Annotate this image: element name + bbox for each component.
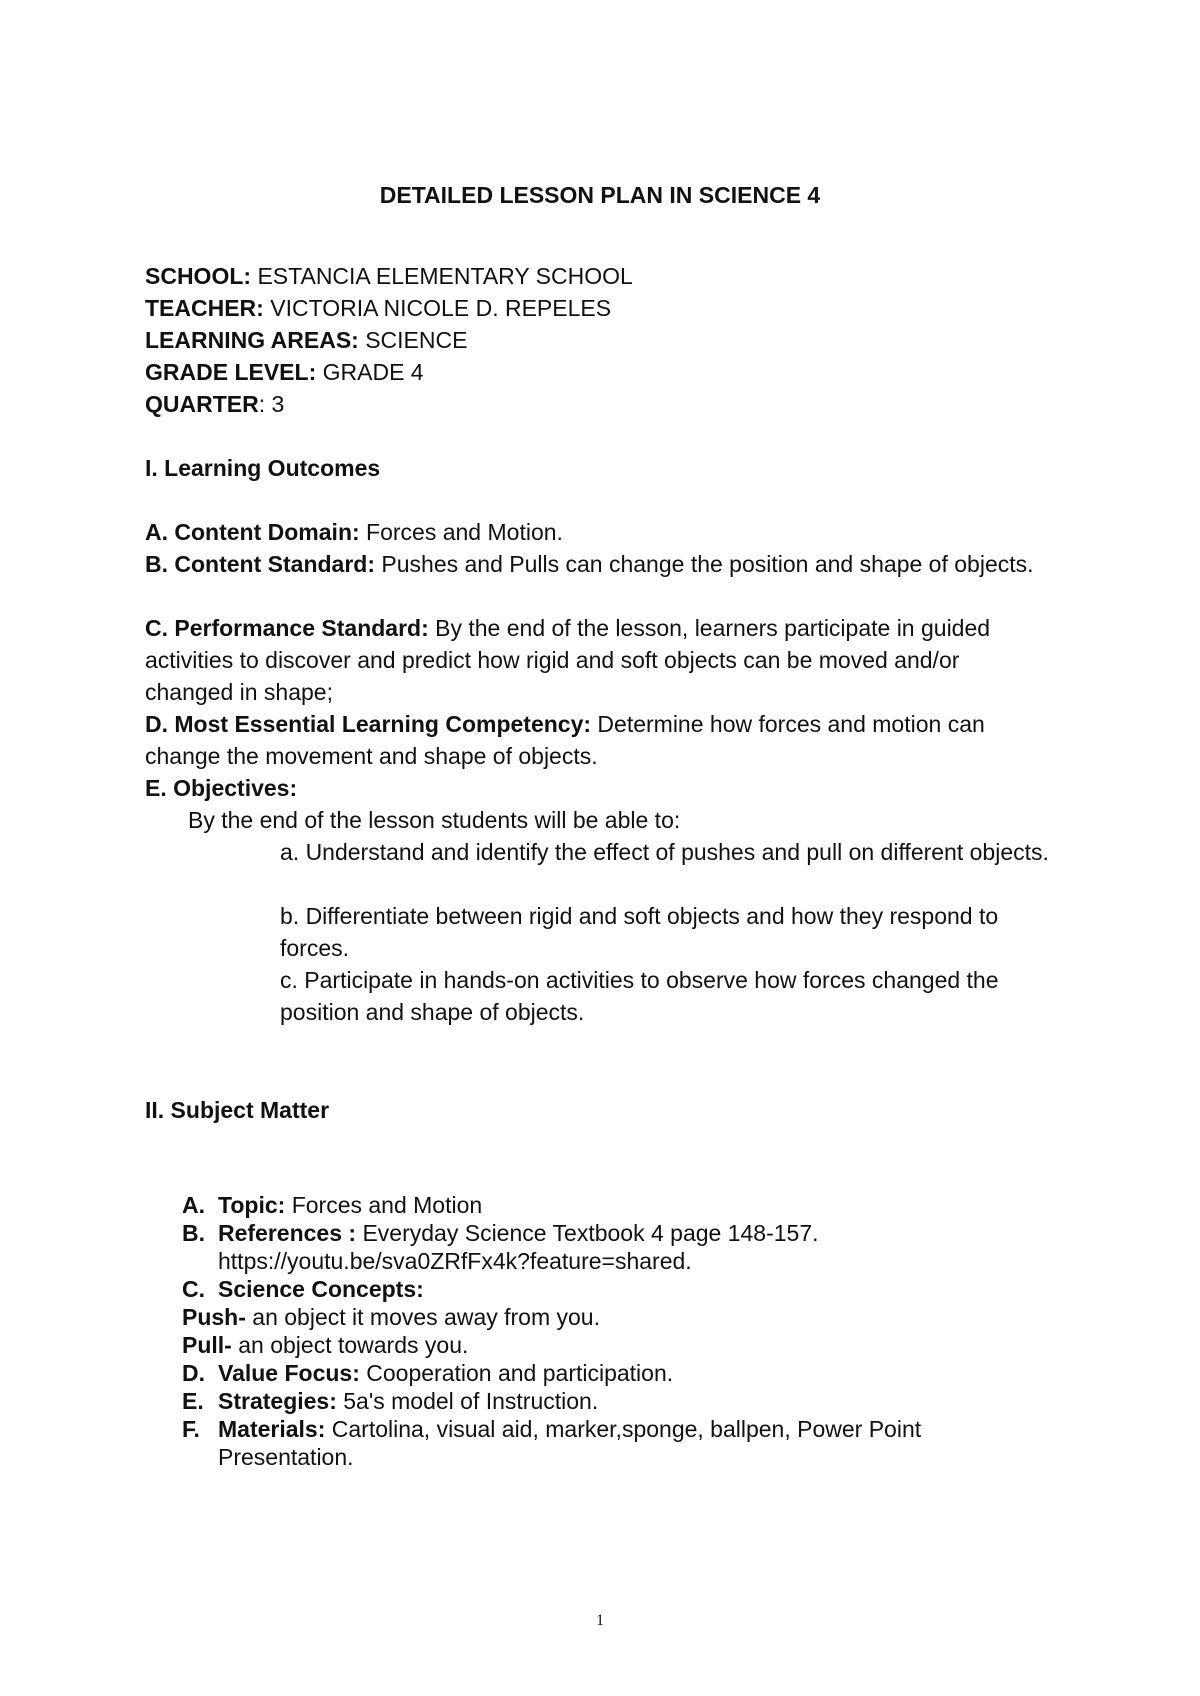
content-standard-value: Pushes and Pulls can change the position and shape of objects. (381, 551, 1034, 577)
value-focus-value: Cooperation and participation. (366, 1360, 674, 1386)
objectives-label: E. Objectives: (145, 775, 298, 801)
competency-value: Determine how forces and motion can change the movement and shape of objects. (145, 711, 985, 769)
materials-value: Cartolina, visual aid, marker,sponge, ballpen, Power Point (331, 1416, 922, 1442)
school-line (145, 260, 633, 292)
pull-label: Pull- (182, 1332, 232, 1358)
content-standard-label: B. Content Standard: (145, 551, 375, 577)
content-domain-line (145, 516, 1045, 548)
push-concept (182, 1303, 600, 1331)
topic-label: Topic: (218, 1192, 286, 1218)
school-value: ESTANCIA ELEMENTARY SCHOOL (257, 263, 633, 289)
references-marker: B. (182, 1220, 205, 1246)
references-content (218, 1219, 819, 1247)
performance-standard-label: C. Performance Standard: (145, 615, 429, 641)
objective-b: b. Differentiate between rigid and soft objects and how they respond to forces. (280, 903, 999, 961)
science-concepts-label: Science Concepts: (218, 1276, 424, 1302)
value-focus-content (218, 1359, 673, 1387)
grade-level-line (145, 356, 424, 388)
pull-concept (182, 1331, 468, 1359)
grade-level-value: GRADE 4 (322, 359, 424, 385)
references-label: References : (218, 1220, 357, 1246)
learning-areas-value: SCIENCE (365, 327, 468, 353)
materials-marker: F. (182, 1416, 200, 1442)
subject-matter-heading (145, 1094, 329, 1126)
content-domain-value: Forces and Motion. (366, 519, 563, 545)
strategies-value: 5a's model of Instruction. (343, 1388, 599, 1414)
objectives-intro: By the end of the lesson students will be able to: (188, 807, 681, 833)
teacher-line (145, 292, 611, 324)
teacher-value: VICTORIA NICOLE D. REPELES (270, 295, 612, 321)
references-link[interactable]: https://youtu.be/sva0ZRfFx4k?feature=shared. (218, 1248, 692, 1274)
quarter-value: : 3 (258, 391, 285, 417)
page-title: DETAILED LESSON PLAN IN SCIENCE 4 (379, 182, 821, 208)
value-focus-label: Value Focus: (218, 1360, 360, 1386)
topic-marker: A. (182, 1192, 205, 1218)
performance-standard-line (145, 612, 1045, 708)
objectives-heading (145, 772, 297, 804)
push-definition: an object it moves away from you. (252, 1304, 600, 1330)
learning-areas-line (145, 324, 467, 356)
content-domain-label: A. Content Domain: (145, 519, 360, 545)
learning-outcomes-heading (145, 452, 380, 484)
pull-definition: an object towards you. (238, 1332, 469, 1358)
materials-value-continued: Presentation. (218, 1444, 354, 1470)
strategies-content (218, 1387, 598, 1415)
subject-matter-heading-text: II. Subject Matter (145, 1097, 330, 1123)
strategies-label: Strategies: (218, 1388, 337, 1414)
materials-content (218, 1415, 921, 1443)
school-label: SCHOOL: (145, 263, 252, 289)
references-value: Everyday Science Textbook 4 page 148-157. (362, 1220, 819, 1246)
grade-level-label: GRADE LEVEL: (145, 359, 317, 385)
teacher-label: TEACHER: (145, 295, 264, 321)
materials-label: Materials: (218, 1416, 326, 1442)
learning-areas-label: LEARNING AREAS: (145, 327, 359, 353)
push-label: Push- (182, 1304, 246, 1330)
competency-line (145, 708, 1045, 772)
quarter-label: QUARTER (145, 391, 259, 417)
page-number: 1 (596, 1612, 604, 1629)
content-standard-line (145, 548, 1045, 580)
objective-c: c. Participate in hands-on activities to observe how forces changed the position and shape of objects. (280, 967, 999, 1025)
learning-outcomes-heading-text: I. Learning Outcomes (145, 455, 381, 481)
strategies-marker: E. (182, 1388, 204, 1414)
competency-label: D. Most Essential Learning Competency: (145, 711, 592, 737)
value-focus-marker: D. (182, 1360, 205, 1386)
objective-a: a. Understand and identify the effect of pushes and pull on different objects. (280, 839, 1049, 865)
performance-standard-value: By the end of the lesson, learners participate in guided activities to discover and predict how rigid and soft objects can be moved and/or changed in shape; (145, 615, 991, 705)
science-concepts-marker: C. (182, 1276, 205, 1302)
quarter-line (145, 388, 284, 420)
topic-content (218, 1191, 482, 1219)
topic-value: Forces and Motion (291, 1192, 483, 1218)
